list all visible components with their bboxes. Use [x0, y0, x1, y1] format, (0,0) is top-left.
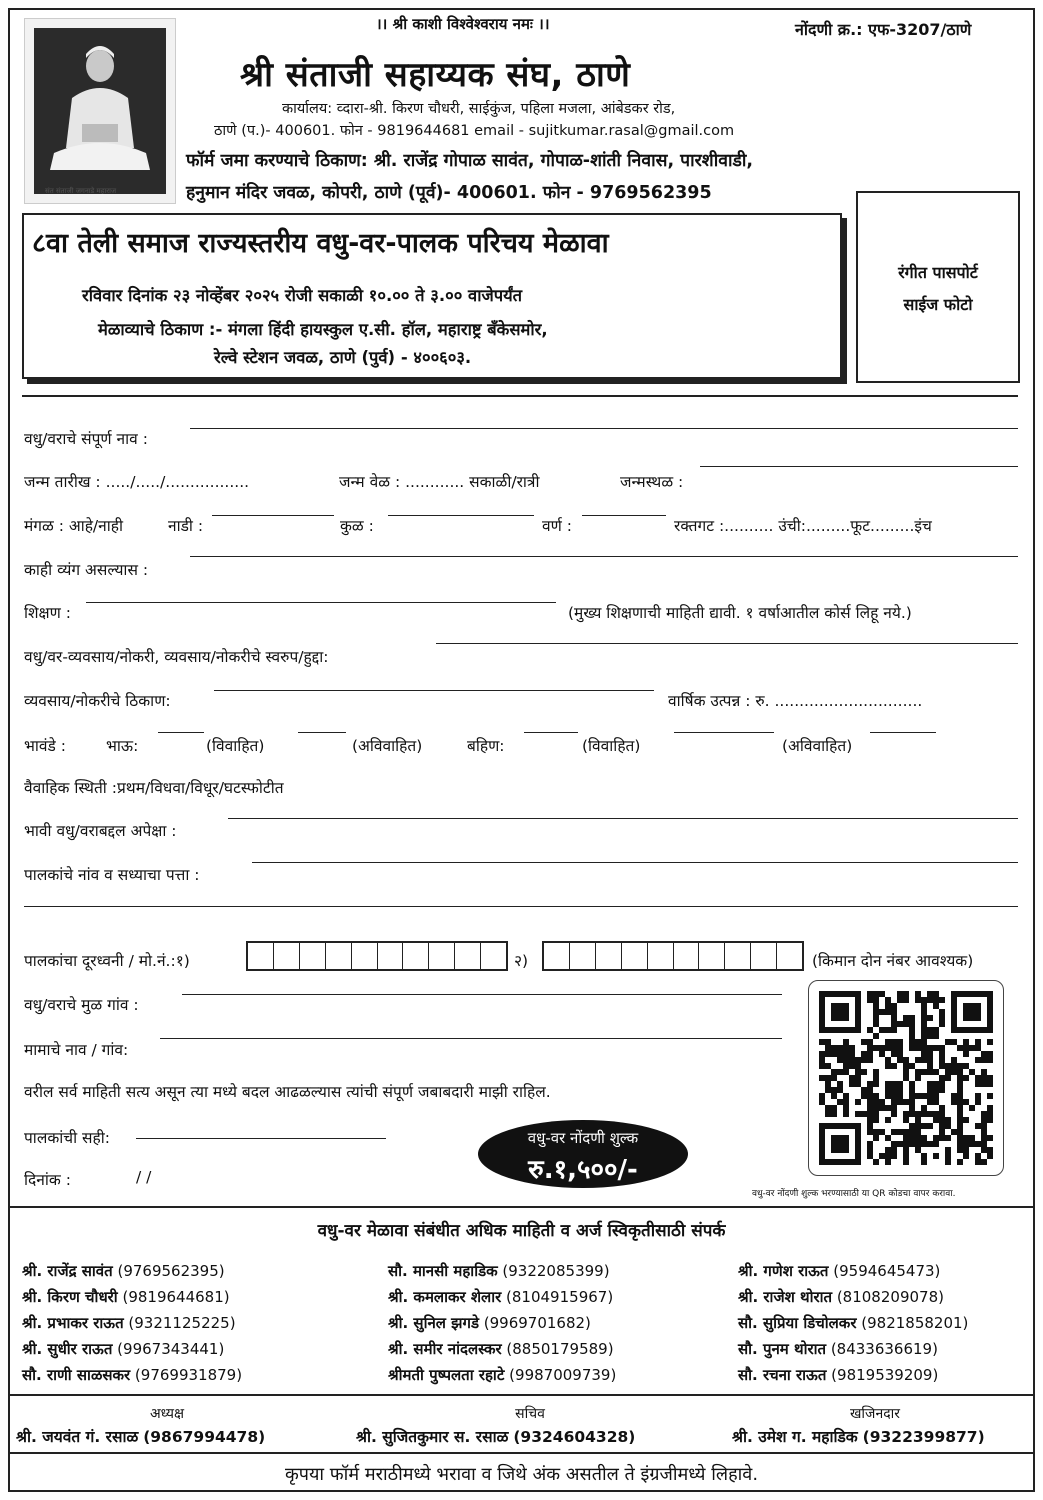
contact-row: [738, 1258, 968, 1284]
contact-phone: (8850179589): [506, 1340, 614, 1358]
contact-phone: (9321125225): [128, 1314, 236, 1332]
sister-label: बहिण:: [467, 737, 505, 755]
phone-2-input[interactable]: [542, 941, 804, 971]
contact-row: [22, 1310, 242, 1336]
registration-number: नोंदणी क्र.: एफ-3207/ठाणे: [795, 20, 972, 39]
contact-name: श्री. गणेश राऊत: [738, 1262, 829, 1280]
divider: [22, 395, 1018, 397]
full-name-field[interactable]: [190, 428, 1018, 429]
divider: [8, 1206, 1035, 1208]
birth-place-field[interactable]: [700, 466, 1018, 467]
contact-row: [388, 1284, 616, 1310]
brother-label: भाऊ:: [106, 737, 139, 755]
sister-unmarried-label: (अविवाहित): [782, 737, 853, 755]
education-field[interactable]: [86, 602, 556, 603]
president-name: श्री. जयवंत गं. रसाळ: [16, 1428, 139, 1446]
sister-married-field[interactable]: [674, 732, 774, 733]
president-title: अध्यक्ष: [149, 1406, 185, 1422]
declaration: वरील सर्व माहिती सत्य असून त्या मध्ये बदल आढळल्यास त्यांची संपूर्ण जबाबदारी माझी राहिल.: [24, 1083, 551, 1101]
contact-phone: (8104915967): [506, 1288, 614, 1306]
date-field[interactable]: / /: [136, 1168, 152, 1186]
event-title-box: [22, 213, 842, 379]
event-title: ८वा तेली समाज राज्यस्तरीय वधु-वर-पालक परिचय मेळावा: [32, 228, 609, 259]
contact-phone: (9769562395): [117, 1262, 225, 1280]
contact-row: [22, 1258, 242, 1284]
varna-field[interactable]: [582, 515, 666, 516]
event-venue-line2: रेल्वे स्टेशन जवळ, ठाणे (पुर्व) - ४००६०३.: [214, 348, 472, 367]
contact-name: सौ. रचना राऊत: [738, 1366, 827, 1384]
contacts-column-3: [738, 1258, 968, 1388]
native-field[interactable]: [182, 994, 782, 995]
contact-name: श्री. राजेंद्र सावंत: [22, 1262, 113, 1280]
occupation-field[interactable]: [436, 643, 1018, 644]
phone-1-input[interactable]: [246, 941, 508, 971]
date-label: दिनांक :: [24, 1171, 71, 1189]
office-address-line2: ठाणे (प.)- 400601. फोन - 9819644681 email - sujitkumar.rasal@gmail.com: [214, 123, 735, 139]
qr-note: वधु-वर नोंदणी शुल्क भरण्यासाठी या QR कोडचा वापर करावा.: [752, 1189, 956, 1199]
submission-address-line2: हनुमान मंदिर जवळ, कोपरी, ठाणे (पूर्व)- 400601. फोन - 9769562395: [186, 183, 712, 203]
contact-phone: (8108209078): [836, 1288, 944, 1306]
footer-instruction: कृपया फॉर्म मराठीमध्ये भरावा व जिथे अंक असतील ते इंग्रजीमध्ये लिहावे.: [284, 1464, 759, 1485]
birth-time-field[interactable]: जन्म वेळ : ............ सकाळी/रात्री: [339, 473, 540, 491]
contact-name: श्री. सुधीर राऊत: [22, 1340, 113, 1358]
contacts-column-1: [22, 1258, 242, 1388]
contact-row: [388, 1362, 616, 1388]
kul-field[interactable]: [388, 515, 534, 516]
nadi-field[interactable]: [212, 515, 334, 516]
occupation-label: वधु/वर-व्यवसाय/नोकरी, व्यवसाय/नोकरीचे स्वरुप/हुद्दा:: [24, 648, 329, 666]
marital-status-field[interactable]: वैवाहिक स्थिती :प्रथम/विधवा/विधूर/घटस्फोटीत: [24, 779, 284, 797]
president: [16, 1425, 265, 1447]
contact-name: श्री. राजेश थोरात: [738, 1288, 833, 1306]
signature-label: पालकांची सही:: [24, 1129, 110, 1147]
contact-row: [22, 1362, 242, 1388]
mangal-field[interactable]: मंगळ : आहे/नाही: [24, 517, 124, 535]
contact-name: श्रीमती पुष्पलता रहाटे: [388, 1366, 505, 1384]
contact-phone: (9969701682): [483, 1314, 591, 1332]
phone-2-label: २): [514, 952, 529, 970]
kul-label: कुळ :: [340, 517, 374, 535]
fee-amount: रु.१,५००/-: [528, 1155, 638, 1185]
invocation: ।। श्री काशी विश्वेश्वराय नमः ।।: [376, 15, 550, 33]
contact-row: [738, 1284, 968, 1310]
contact-name: श्री. सुनिल झगडे: [388, 1314, 479, 1332]
portrait-image: [34, 28, 166, 194]
contact-phone: (8433636619): [830, 1340, 938, 1358]
event-date: रविवार दिनांक २३ नोव्हेंबर २०२५ रोजी सकाळी १०.०० ते ३.०० वाजेपर्यंत: [82, 286, 523, 305]
portrait-caption: संत संताजी जगनाडे महाराज: [45, 187, 117, 195]
secretary-name: श्री. सुजितकुमार स. रसाळ: [356, 1428, 509, 1446]
signature-field[interactable]: [136, 1138, 386, 1139]
birth-place-label: जन्मस्थळ :: [620, 473, 684, 491]
treasurer: [732, 1425, 985, 1447]
treasurer-name: श्री. उमेश ग. महाडिक: [732, 1428, 858, 1446]
education-label: शिक्षण :: [24, 604, 72, 622]
contact-phone: (9987009739): [509, 1366, 617, 1384]
secretary-title: सचिव: [515, 1406, 545, 1422]
divider: [8, 1394, 1035, 1396]
office-address-line1: कार्यालय: व्दारा-श्री. किरण चौधरी, साईकुंज, पहिला मजला, आंबेडकर रोड,: [282, 101, 676, 117]
contact-row: [22, 1284, 242, 1310]
contact-name: सौ. पुनम थोरात: [738, 1340, 827, 1358]
secretary: [356, 1425, 635, 1447]
secretary-phone: (9324604328): [513, 1428, 636, 1446]
mama-field[interactable]: [160, 1038, 782, 1039]
work-place-label: व्यवसाय/नोकरीचे ठिकाण:: [24, 692, 171, 710]
brother-married-label: (विवाहित): [206, 737, 265, 755]
contact-name: सौ. राणी साळसकर: [22, 1366, 131, 1384]
sister-count-field[interactable]: [524, 732, 578, 733]
native-label: वधु/वराचे मुळ गांव :: [24, 996, 139, 1014]
disability-field[interactable]: [190, 556, 1018, 557]
contact-row: [388, 1310, 616, 1336]
sister-unmarried-field[interactable]: [870, 732, 936, 733]
submission-address-line1: फॉर्म जमा करण्याचे ठिकाण: श्री. राजेंद्र गोपाळ सावंत, गोपाळ-शांती निवास, पारशीवाडी,: [186, 151, 754, 171]
phone-note: (किमान दोन नंबर आवश्यक): [812, 952, 974, 970]
contact-row: [388, 1258, 616, 1284]
education-note: (मुख्य शिक्षणाची माहिती द्यावी. १ वर्षाआतील कोर्स लिहू नये.): [568, 604, 912, 622]
contact-row: [22, 1336, 242, 1362]
photo-label-line1: रंगीत पासपोर्ट: [898, 263, 978, 282]
full-name-label: वधु/वराचे संपूर्ण नाव :: [24, 430, 148, 448]
contact-phone: (9819539209): [831, 1366, 939, 1384]
parents-label: पालकांचे नांव व सध्याचा पत्ता :: [24, 866, 200, 884]
fee-label: वधु-वर नोंदणी शुल्क: [527, 1129, 639, 1147]
payment-qr-code[interactable]: [808, 980, 1004, 1176]
disability-label: काही व्यंग असल्यास :: [24, 561, 149, 579]
brother-unmarried-label: (अविवाहित): [352, 737, 423, 755]
expectation-field[interactable]: [228, 818, 1018, 819]
contact-name: श्री. कमलाकर शेलार: [388, 1288, 502, 1306]
treasurer-title: खजिनदार: [849, 1406, 901, 1422]
president-phone: (9867994478): [143, 1428, 266, 1446]
contact-phone: (9967343441): [117, 1340, 225, 1358]
birth-date-field[interactable]: जन्म तारीख : ...../...../.................: [24, 473, 250, 491]
photo-placeholder[interactable]: [856, 191, 1020, 383]
work-place-field[interactable]: [214, 690, 654, 691]
parents-address-field-2[interactable]: [24, 906, 1018, 907]
contact-phone: (9769931879): [134, 1366, 243, 1384]
parents-address-field[interactable]: [252, 862, 1018, 863]
phone-label: पालकांचा दूरध्वनी / मो.नं.:१): [24, 952, 190, 970]
contact-name: सौ. मानसी महाडिक: [388, 1262, 498, 1280]
contact-name: श्री. समीर नांदलस्कर: [388, 1340, 502, 1358]
sister-married-label: (विवाहित): [582, 737, 641, 755]
expectation-label: भावी वधु/वराबद्दल अपेक्षा :: [24, 822, 177, 840]
contact-phone: (9821858201): [861, 1314, 969, 1332]
nadi-label: नाडी :: [168, 517, 204, 535]
contact-phone: (9594645473): [833, 1262, 941, 1280]
contacts-heading: वधु-वर मेळावा संबंधीत अधिक माहिती व अर्ज स्विकृतीसाठी संपर्क: [317, 1221, 726, 1241]
contact-phone: (9322085399): [502, 1262, 610, 1280]
contact-row: [738, 1310, 968, 1336]
saint-portrait: [24, 18, 176, 204]
brother-count-field[interactable]: [158, 732, 204, 733]
contact-name: श्री. किरण चौधरी: [22, 1288, 118, 1306]
divider: [8, 1452, 1035, 1454]
qr-code-icon: [819, 991, 993, 1165]
contact-name: श्री. प्रभाकर राऊत: [22, 1314, 124, 1332]
blood-height-field[interactable]: रक्तगट :.......... उंची:.........फूट.........इंच: [674, 517, 932, 535]
photo-label-line2: साईज फोटो: [903, 295, 973, 314]
contact-row: [738, 1362, 968, 1388]
mama-label: मामाचे नाव / गांव:: [24, 1041, 129, 1059]
contacts-column-2: [388, 1258, 616, 1388]
contact-row: [388, 1336, 616, 1362]
brother-married-field[interactable]: [298, 732, 346, 733]
income-field[interactable]: वार्षिक उत्पन्न : रु. ..............................: [668, 692, 923, 710]
siblings-label: भावंडे :: [24, 737, 66, 755]
organization-name: श्री संताजी सहाय्यक संघ, ठाणे: [240, 55, 631, 95]
event-venue-line1: मेळाव्याचे ठिकाण :- मंगला हिंदी हायस्कुल ए.सी. हॉल, महाराष्ट्र बँकेसमोर,: [98, 320, 548, 339]
contact-phone: (9819644681): [122, 1288, 230, 1306]
registration-fee-badge: [478, 1120, 688, 1188]
contact-name: सौ. सुप्रिया डिचोलकर: [738, 1314, 857, 1332]
treasurer-phone: (9322399877): [862, 1428, 985, 1446]
contact-row: [738, 1336, 968, 1362]
varna-label: वर्ण :: [542, 517, 572, 535]
